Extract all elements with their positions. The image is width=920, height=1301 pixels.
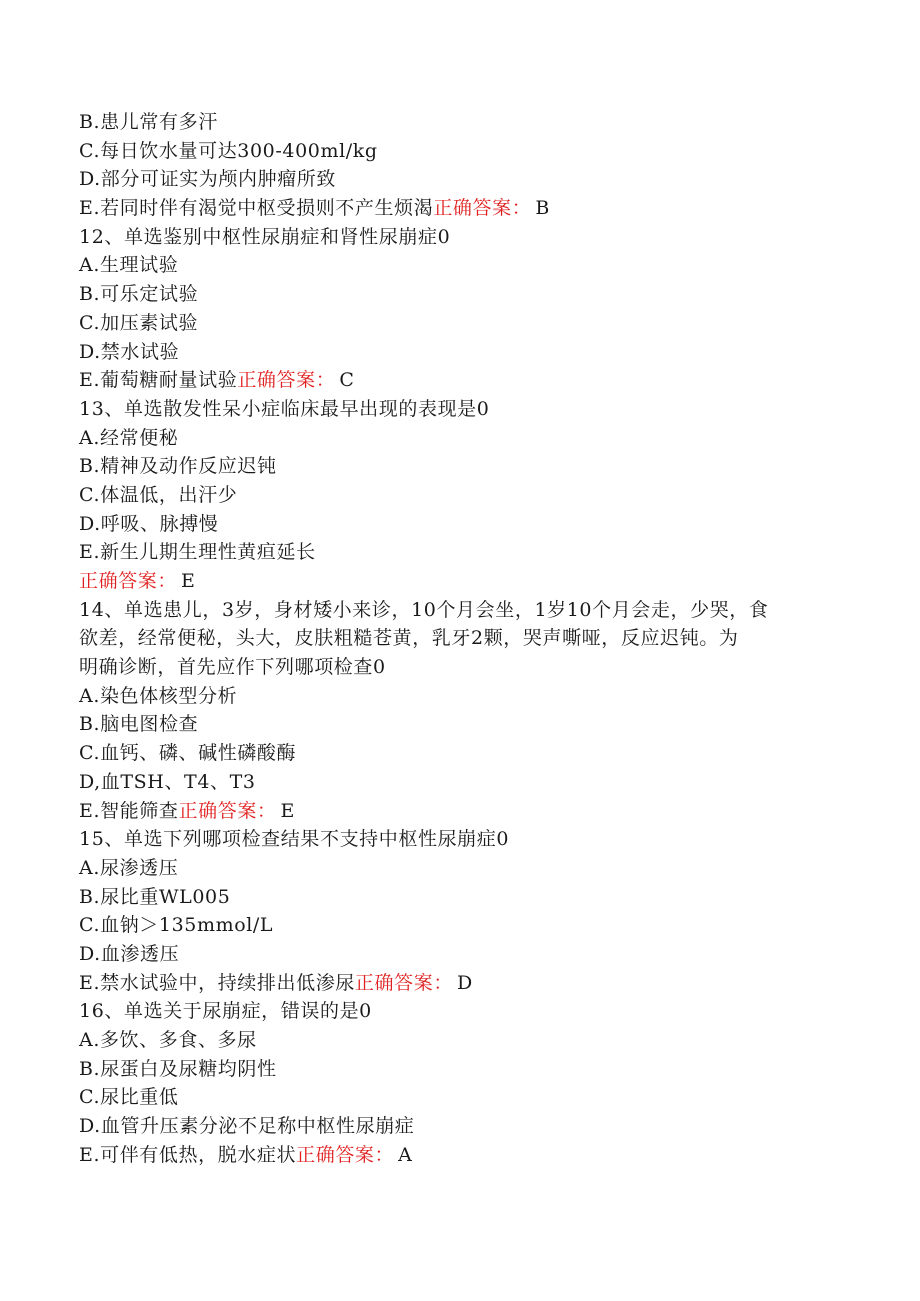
answer-label: 正确答案：: [433, 197, 532, 220]
option-e-with-answer: [79, 194, 849, 223]
option-c: C.血钠＞135mmol/L: [79, 914, 274, 937]
option-b: B.脑电图检查: [79, 713, 199, 736]
option-d: D.血渗透压: [79, 942, 180, 965]
question-14-line-3: 明确诊断，首先应作下列哪项检查0: [79, 656, 386, 679]
option-a: A.多饮、多食、多尿: [79, 1029, 257, 1051]
option-text: E.禁水试验中，持续排出低渗尿: [79, 971, 355, 994]
answer-label: 正确答案：: [354, 971, 453, 994]
option-a: A.尿渗透压: [79, 856, 179, 879]
option-text: E.葡萄糖耐量试验: [79, 369, 238, 392]
option-e: E.新生儿期生理性黄疸延长: [79, 541, 316, 564]
option-c: C.体温低，出汗少: [79, 483, 238, 506]
option-a: A.生理试验: [79, 254, 179, 277]
option-e-with-answer: [79, 366, 849, 395]
answer-line: [79, 567, 849, 596]
answer-label: 正确答案：: [79, 570, 178, 592]
option-b: B.可乐定试验: [79, 283, 199, 306]
option-d: D.部分可证实为颅内肿瘤所致: [79, 168, 336, 191]
option-c: C.尿比重低: [79, 1086, 179, 1109]
option-b: B.精神及动作反应迟钝: [79, 455, 277, 478]
answer-value: D: [456, 971, 473, 994]
question-14-line-2: 欲差，经常便秘，头大，皮肤粗糙苍黄，乳牙2颗，哭声嘶哑，反应迟钝。为: [79, 627, 739, 650]
question-12: 12、单选鉴别中枢性尿崩症和肾性尿崩症0: [79, 225, 451, 248]
answer-value: E: [181, 570, 196, 592]
option-a: A.经常便秘: [79, 426, 179, 449]
answer-label: 正确答案：: [178, 799, 277, 822]
answer-label: 正确答案：: [296, 1143, 395, 1166]
answer-value: A: [398, 1143, 413, 1166]
option-b: B.患儿常有多汗: [79, 111, 218, 133]
option-b: B.尿蛋白及尿糖均阴性: [79, 1057, 277, 1080]
option-c: C.每日饮水量可达300-400ml/kg: [79, 139, 378, 162]
question-13: 13、单选散发性呆小症临床最早出现的表现是0: [79, 397, 490, 420]
option-e-with-answer: [79, 1141, 849, 1170]
question-14-line-1: 14、单选患儿，3岁，身材矮小来诊，10个月会坐，1岁10个月会走，少哭，食: [79, 598, 769, 621]
option-text: E.智能筛查: [79, 799, 179, 822]
option-e-with-answer: [79, 797, 849, 826]
question-16: 16、单选关于尿崩症，错误的是0: [79, 1000, 372, 1023]
option-d: D.禁水试验: [79, 340, 180, 363]
option-c: C.血钙、磷、碱性磷酸酶: [79, 742, 297, 765]
question-15: 15、单选下列哪项检查结果不支持中枢性尿崩症0: [79, 828, 510, 851]
answer-label: 正确答案：: [237, 369, 336, 392]
answer-value: B: [535, 197, 550, 220]
option-d: D,血TSH、T4、T3: [79, 770, 256, 793]
option-d: D.呼吸、脉搏慢: [79, 512, 219, 535]
option-text: E.可伴有低热，脱水症状: [79, 1143, 297, 1166]
option-e-with-answer: [79, 969, 849, 998]
option-a: A.染色体核型分析: [79, 684, 238, 707]
option-c: C.加压素试验: [79, 311, 199, 334]
option-d: D.血管升压素分泌不足称中枢性尿崩症: [79, 1115, 415, 1138]
option-b: B.尿比重WL005: [79, 885, 231, 908]
answer-value: E: [280, 799, 296, 822]
option-text: E.若同时伴有渴觉中枢受损则不产生烦渴: [79, 197, 434, 220]
document-page: [79, 108, 849, 1169]
answer-value: C: [339, 369, 355, 392]
